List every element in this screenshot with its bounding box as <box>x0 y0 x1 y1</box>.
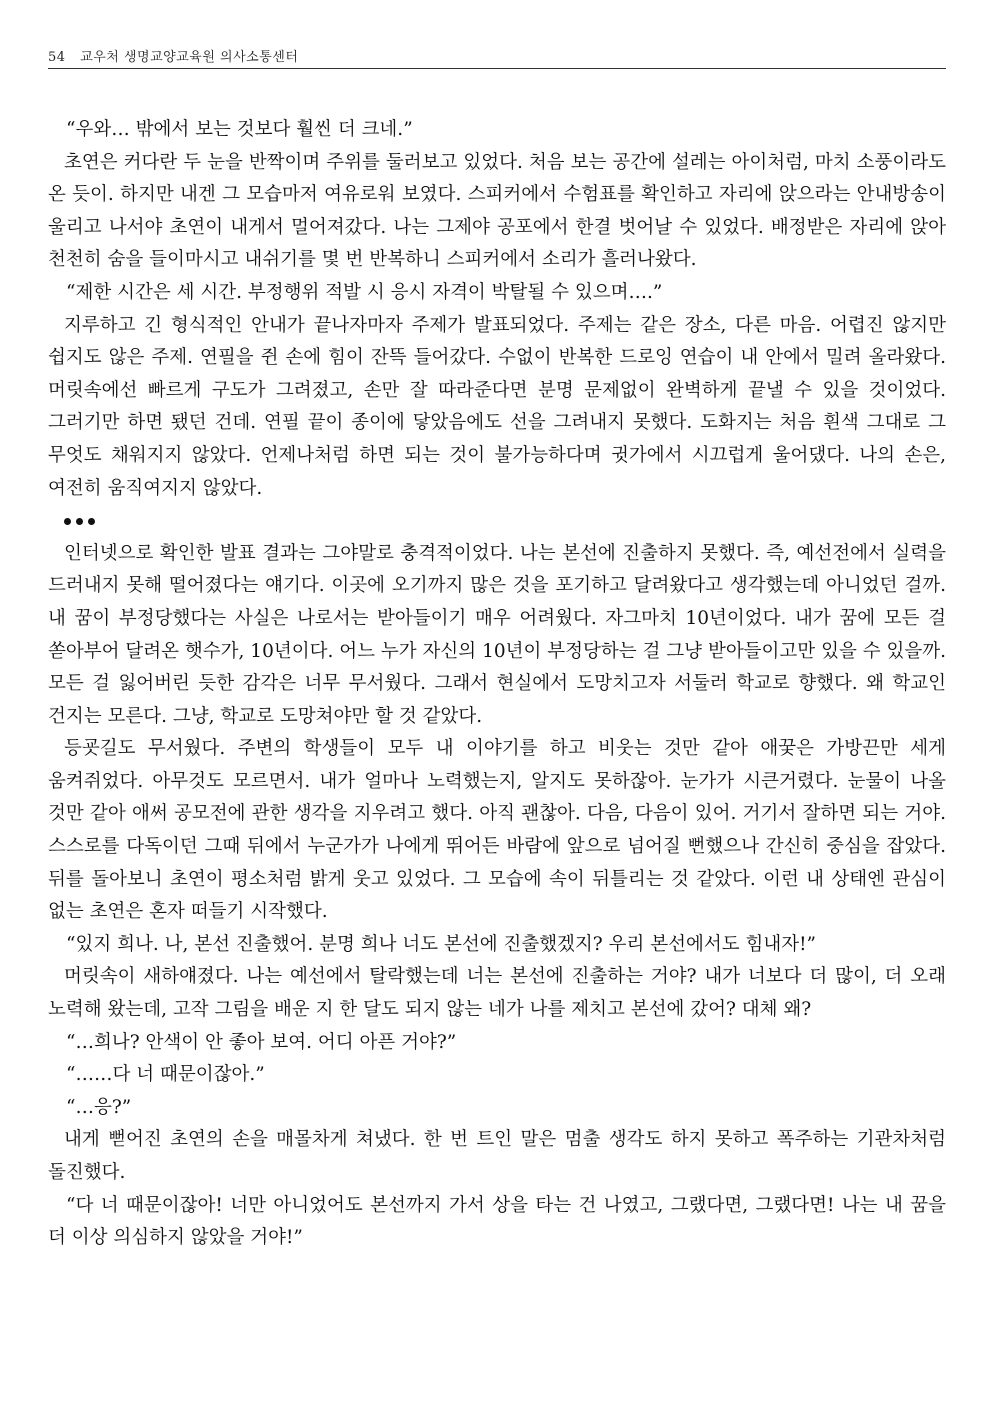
page-number: 54 <box>48 50 66 65</box>
paragraph: “제한 시간은 세 시간. 부정행위 적발 시 응시 자격이 박탈될 수 있으며….” <box>66 281 663 303</box>
paragraph: “…희나? 안색이 안 좋아 보여. 어디 아픈 거야?” <box>66 1031 457 1053</box>
paragraph: “……다 너 때문이잖아.” <box>66 1064 265 1086</box>
paragraph: 지루하고 긴 형식적인 안내가 끝나자마자 주제가 발표되었다. 주제는 같은 장소, 다른 마음. 어렵진 않지만 쉽지도 않은 주제. 연필을 쥔 손에 힘이 잔뜩 들어갔다. 수없이 반복한 드로잉 연습이 내 안에서 밀려 올라왔다. 머릿속에선 빠르게 구도가 그려졌고, 손만 잘 따라준다면 분명 문제없이 완벽하게 끝낼 수 있을 것이었다. 그러기만 하면 됐던 건데. 연필 끝이 종이에 닿았음에도 선을 그려내지 못했다. 도화지는 처음 흰색 그대로 그 무엇도 채워지지 않았다. 언제나처럼 하면 되는 것이 불가능하다며 귓가에서 시끄럽게 울어댔다. 나의 손은, 여전히 움직여지지 않았다. <box>48 314 946 499</box>
page-body <box>48 114 946 1255</box>
paragraph: 등굣길도 무서웠다. 주변의 학생들이 모두 내 이야기를 하고 비웃는 것만 같아 애꿎은 가방끈만 세게 움켜쥐었다. 아무것도 모르면서. 내가 얼마나 노력했는지, 알지도 못하잖아. 눈가가 시큰거렸다. 눈물이 나올 것만 같아 애써 공모전에 관한 생각을 지우려고 했다. 아직 괜찮아. 다음, 다음이 있어. 거기서 잘하면 되는 거야. 스스로를 다독이던 그때 뒤에서 누군가가 나에게 뛰어든 바람에 앞으로 넘어질 뻔했으나 간신히 중심을 잡았다. 뒤를 돌아보니 초연이 평소처럼 밝게 웃고 있었다. 그 모습에 속이 뒤틀리는 것 같았다. 이런 내 상태엔 관심이 없는 초연은 혼자 떠들기 시작했다. <box>48 738 947 923</box>
paragraph: 초연은 커다란 두 눈을 반짝이며 주위를 둘러보고 있었다. 처음 보는 공간에 설레는 아이처럼, 마치 소풍이라도 온 듯이. 하지만 내겐 그 모습마저 여유로워 보였다. 스피커에서 수험표를 확인하고 자리에 앉으라는 안내방송이 울리고 나서야 초연이 내게서 멀어져갔다. 나는 그제야 공포에서 한결 벗어날 수 있었다. 배정받은 자리에 앉아 천천히 숨을 들이마시고 내쉬기를 몇 번 반복하니 스피커에서 소리가 흘러나왔다. <box>48 151 946 271</box>
paragraph: 내게 뻗어진 초연의 손을 매몰차게 쳐냈다. 한 번 트인 말은 멈출 생각도 하지 못하고 폭주하는 기관차처럼 돌진했다. <box>48 1129 946 1183</box>
scene-break-dots <box>48 505 946 538</box>
paragraph: “우와… 밖에서 보는 것보다 훨씬 더 크네.” <box>66 119 413 140</box>
header-rule <box>48 68 946 69</box>
paragraph: “…응?” <box>66 1096 132 1118</box>
paragraph: “있지 희나. 나, 본선 진출했어. 분명 희나 너도 본선에 진출했겠지? 우리 본선에서도 힘내자!” <box>66 933 816 955</box>
page-header <box>48 46 946 65</box>
paragraph: “다 너 때문이잖아! 너만 아니었어도 본선까지 가서 상을 타는 건 나였고, 그랬다면, 그랬다면! 나는 내 꿈을 더 이상 의심하지 않았을 거야!” <box>48 1194 946 1249</box>
header-title: 교우처 생명교양교육원 의사소통센터 <box>80 50 299 65</box>
paragraph: 머릿속이 새하얘졌다. 나는 예선에서 탈락했는데 너는 본선에 진출하는 거야? 내가 너보다 더 많이, 더 오래 노력해 왔는데, 고작 그림을 배운 지 한 달도 되지 않는 네가 나를 제치고 본선에 갔어? 대체 왜? <box>48 966 946 1021</box>
paragraph: 인터넷으로 확인한 발표 결과는 그야말로 충격적이었다. 나는 본선에 진출하지 못했다. 즉, 예선전에서 실력을 드러내지 못해 떨어졌다는 얘기다. 이곳에 오기까지 많은 것을 포기하고 달려왔다고 생각했는데 아니었던 걸까. 내 꿈이 부정당했다는 사실은 나로서는 받아들이기 매우 어려웠다. 자그마치 10년이었다. 내가 꿈에 모든 걸 쏟아부어 달려온 햇수가, 10년이다. 어느 누가 자신의 10년이 부정당하는 걸 그냥 받아들이고만 있을 수 있을까. 모든 걸 잃어버린 듯한 감각은 너무 무서웠다. 그래서 현실에서 도망치고자 서둘러 학교로 향했다. 왜 학교인 건지는 모른다. 그냥, 학교로 도망쳐야만 할 것 같았다. <box>48 542 946 727</box>
